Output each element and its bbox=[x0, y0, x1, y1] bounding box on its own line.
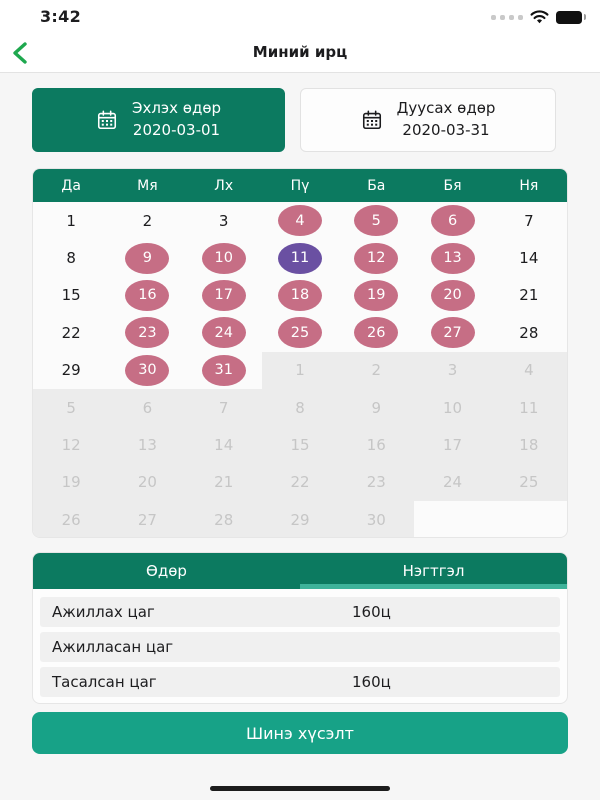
calendar-day-18: 18 bbox=[491, 426, 567, 463]
calendar-day-3: 3 bbox=[414, 352, 490, 389]
calendar-empty-cell bbox=[414, 501, 490, 538]
calendar-day-17: 17 bbox=[414, 426, 490, 463]
calendar-day-4[interactable] bbox=[262, 202, 338, 239]
attendance-day-badge: 16 bbox=[125, 280, 169, 311]
summary-row-label: Ажилласан цаг bbox=[52, 638, 174, 656]
summary-row bbox=[40, 597, 560, 627]
calendar-day-1: 1 bbox=[262, 352, 338, 389]
calendar-icon bbox=[361, 109, 383, 131]
calendar-day-7[interactable]: 7 bbox=[524, 211, 534, 230]
attendance-day-badge: 18 bbox=[278, 280, 322, 311]
weekday-label: Лх bbox=[214, 177, 234, 194]
calendar-day-10: 10 bbox=[414, 389, 490, 426]
calendar-day-30[interactable] bbox=[109, 352, 185, 389]
cellular-signal-icon bbox=[491, 15, 523, 20]
weekday-label: Ня bbox=[519, 177, 539, 194]
calendar-day-11: 11 bbox=[491, 389, 567, 426]
calendar-day-29: 29 bbox=[262, 501, 338, 538]
calendar-day-21[interactable]: 21 bbox=[519, 286, 539, 305]
selected-day-badge: 11 bbox=[278, 243, 322, 274]
calendar-day-6: 6 bbox=[109, 389, 185, 426]
attendance-day-badge: 19 bbox=[354, 280, 398, 311]
attendance-day-badge: 25 bbox=[278, 317, 322, 348]
calendar-day-27[interactable] bbox=[414, 314, 490, 351]
status-time: 3:42 bbox=[40, 7, 81, 26]
calendar-day-27: 27 bbox=[109, 501, 185, 538]
status-icons bbox=[491, 10, 582, 24]
calendar-day-13: 13 bbox=[109, 426, 185, 463]
calendar-day-8: 8 bbox=[262, 389, 338, 426]
calendar-day-9: 9 bbox=[338, 389, 414, 426]
calendar-day-18[interactable] bbox=[262, 277, 338, 314]
calendar-empty-cell bbox=[491, 501, 567, 538]
calendar-day-3[interactable]: 3 bbox=[218, 211, 229, 230]
attendance-day-badge: 12 bbox=[354, 243, 398, 274]
calendar-day-14: 14 bbox=[186, 426, 262, 463]
calendar-day-5[interactable] bbox=[338, 202, 414, 239]
calendar-day-26: 26 bbox=[33, 501, 109, 538]
attendance-day-badge: 10 bbox=[202, 243, 246, 274]
calendar-day-22: 22 bbox=[262, 464, 338, 501]
attendance-day-badge: 31 bbox=[202, 355, 246, 386]
summary-rows bbox=[33, 589, 567, 697]
weekday-label: Ба bbox=[367, 177, 386, 194]
attendance-day-badge: 17 bbox=[202, 280, 246, 311]
calendar-day-9[interactable] bbox=[109, 239, 185, 276]
calendar-day-6[interactable] bbox=[414, 202, 490, 239]
start-date-label: Эхлэх өдөр bbox=[131, 99, 222, 118]
calendar-day-15: 15 bbox=[262, 426, 338, 463]
calendar-day-10[interactable] bbox=[186, 239, 262, 276]
weekday-label: Мя bbox=[137, 177, 158, 194]
calendar-day-5: 5 bbox=[33, 389, 109, 426]
calendar-day-22[interactable]: 22 bbox=[61, 323, 81, 342]
wifi-icon bbox=[530, 10, 549, 24]
calendar-day-7: 7 bbox=[186, 389, 262, 426]
page-title: Миний ирц bbox=[252, 43, 348, 61]
weekday-label: Бя bbox=[443, 177, 462, 194]
attendance-day-badge: 9 bbox=[125, 243, 169, 274]
tab-negtgel[interactable] bbox=[300, 553, 567, 589]
calendar-day-23[interactable] bbox=[109, 314, 185, 351]
calendar-day-23: 23 bbox=[338, 464, 414, 501]
summary-card bbox=[32, 552, 568, 704]
summary-row-label: Тасалсан цаг bbox=[52, 673, 157, 691]
calendar-day-31[interactable] bbox=[186, 352, 262, 389]
calendar bbox=[32, 168, 568, 538]
weekday-label: Да bbox=[61, 177, 81, 194]
attendance-day-badge: 20 bbox=[431, 280, 475, 311]
end-date-button[interactable] bbox=[300, 88, 556, 152]
calendar-day-29[interactable]: 29 bbox=[61, 361, 81, 380]
attendance-day-badge: 5 bbox=[354, 205, 398, 236]
calendar-day-30: 30 bbox=[338, 501, 414, 538]
calendar-day-24[interactable] bbox=[186, 314, 262, 351]
end-date-label: Дуусах өдөр bbox=[396, 99, 496, 118]
attendance-day-badge: 26 bbox=[354, 317, 398, 348]
summary-row bbox=[40, 667, 560, 697]
nav-bar bbox=[0, 32, 600, 73]
calendar-day-11[interactable] bbox=[262, 239, 338, 276]
attendance-day-badge: 27 bbox=[431, 317, 475, 348]
attendance-day-badge: 24 bbox=[202, 317, 246, 348]
calendar-day-12[interactable] bbox=[338, 239, 414, 276]
calendar-day-2: 2 bbox=[338, 352, 414, 389]
tab-label: Өдөр bbox=[146, 562, 187, 580]
summary-tabbar bbox=[33, 553, 567, 589]
summary-row-value: 160ц bbox=[352, 673, 391, 691]
calendar-day-14[interactable]: 14 bbox=[519, 249, 539, 268]
calendar-day-25[interactable] bbox=[262, 314, 338, 351]
summary-row bbox=[40, 632, 560, 662]
tab-selected-indicator bbox=[300, 584, 567, 589]
attendance-day-badge: 6 bbox=[431, 205, 475, 236]
calendar-day-13[interactable] bbox=[414, 239, 490, 276]
calendar-day-16[interactable] bbox=[109, 277, 185, 314]
attendance-day-badge: 13 bbox=[431, 243, 475, 274]
attendance-day-badge: 30 bbox=[125, 355, 169, 386]
start-date-button[interactable] bbox=[32, 88, 285, 152]
calendar-weekday-header bbox=[33, 169, 567, 202]
home-indicator bbox=[210, 786, 390, 791]
start-date-value: 2020-03-01 bbox=[132, 121, 221, 139]
status-bar bbox=[0, 0, 600, 32]
calendar-day-20: 20 bbox=[109, 464, 185, 501]
summary-row-value: 160ц bbox=[352, 603, 391, 621]
tab-oder[interactable] bbox=[33, 553, 300, 589]
calendar-day-16: 16 bbox=[338, 426, 414, 463]
tab-label: Нэгтгэл bbox=[402, 562, 465, 580]
calendar-icon bbox=[96, 109, 118, 131]
attendance-day-badge: 4 bbox=[278, 205, 322, 236]
calendar-grid bbox=[33, 202, 567, 538]
weekday-label: Пү bbox=[290, 177, 310, 194]
calendar-day-1[interactable]: 1 bbox=[66, 211, 76, 230]
calendar-day-19: 19 bbox=[33, 464, 109, 501]
calendar-day-4: 4 bbox=[491, 352, 567, 389]
calendar-day-26[interactable] bbox=[338, 314, 414, 351]
attendance-day-badge: 23 bbox=[125, 317, 169, 348]
calendar-day-28[interactable]: 28 bbox=[519, 323, 539, 342]
calendar-day-24: 24 bbox=[414, 464, 490, 501]
calendar-day-28: 28 bbox=[186, 501, 262, 538]
calendar-day-8[interactable]: 8 bbox=[66, 249, 76, 268]
summary-row-label: Ажиллах цаг bbox=[52, 603, 155, 621]
new-request-button[interactable]: Шинэ хүсэлт bbox=[32, 712, 568, 754]
calendar-day-19[interactable] bbox=[338, 277, 414, 314]
battery-icon bbox=[556, 11, 582, 24]
calendar-day-17[interactable] bbox=[186, 277, 262, 314]
calendar-day-2[interactable]: 2 bbox=[142, 211, 153, 230]
calendar-day-21: 21 bbox=[186, 464, 262, 501]
calendar-day-12: 12 bbox=[33, 426, 109, 463]
calendar-day-25: 25 bbox=[491, 464, 567, 501]
calendar-day-15[interactable]: 15 bbox=[61, 286, 81, 305]
end-date-value: 2020-03-31 bbox=[402, 121, 490, 139]
calendar-day-20[interactable] bbox=[414, 277, 490, 314]
